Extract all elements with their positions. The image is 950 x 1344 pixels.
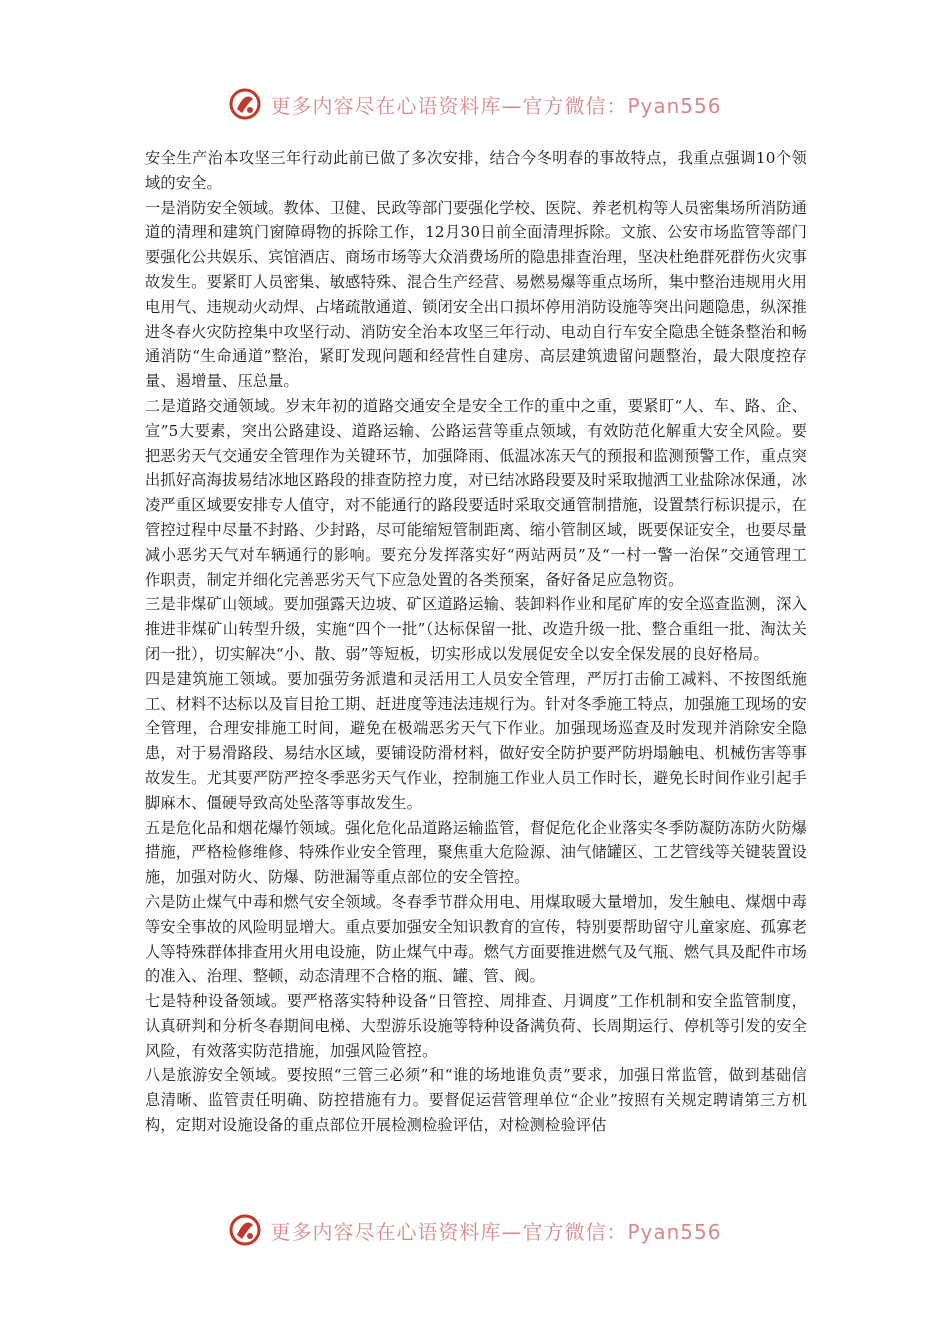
watermark-footer — [0, 1208, 950, 1252]
paragraph: 一是消防安全领域。教体、卫健、民政等部门要强化学校、医院、养老机构等人员密集场所消防通道的清理和建筑门窗障碍物的拆除工作，12月30日前全面清理拆除。文旅、公安市场监管等部门要强化公共娱乐、宾馆酒店、商场市场等大众消费场所的隐患排查治理，坚决杜绝群死群伤火灾事故发生。要紧盯人员密集、敏感特殊、混合生产经营、易燃易爆等重点场所，集中整治违规用火用电用气、违规动火动焊、占堵疏散通道、锁闭安全出口损坏停用消防设施等突出问题隐患，纵深推进冬春火灾防控集中攻坚行动、消防安全治本攻坚三年行动、电动自行车安全隐患全链条整治和畅通消防“生命通道”整治，紧盯发现问题和经营性自建房、高层建筑遗留问题整治，最大限度控存量、遏增量、压总量。 — [145, 198, 807, 391]
paragraph: 八是旅游安全领域。要按照“三管三必须”和“谁的场地谁负责”要求，加强日常监管，做到基础信息清晰、监管责任明确、防控措施有力。要督促运营管理单位“企业”按照有关规定聘请第三方机构，定期对设施设备的重点部位开展检测检验评估，对检测检验评估 — [145, 1066, 807, 1135]
paragraph: 三是非煤矿山领域。要加强露天边坡、矿区道路运输、装卸料作业和尾矿库的安全巡查监测，深入推进非煤矿山转型升级，实施“四个一批”（达标保留一批、改造升级一批、整合重组一批、淘汰关闭一批），切实解决“小、散、弱”等短板，切实形成以发展促安全以安全保发展的良好格局。 — [145, 595, 807, 663]
paragraph: 七是特种设备领域。要严格落实特种设备“日管控、周排查、月调度”工作机制和安全监管制度，认真研判和分析冬春期间电梯、大型游乐设施等特种设备满负荷、长周期运行、停机等引发的安全风险，有效落实防范措施，加强风险管控。 — [145, 992, 807, 1060]
document-body — [145, 146, 807, 1190]
paragraph: 五是危化品和烟花爆竹领域。强化危化品道路运输监管，督促危化企业落实冬季防凝防冻防火防爆措施，严格检修维修、特殊作业安全管理，聚焦重大危险源、油气储罐区、工艺管线等关键装置设施，加强对防火、防爆、防泄漏等重点部位的安全管控。 — [145, 818, 807, 887]
paragraph: 二是道路交通领域。岁末年初的道路交通安全是安全工作的重中之重，要紧盯“人、车、路、企、宣”5大要素，突出公路建设、道路运输、公路运营等重点领域，有效防范化解重大安全风险。要把恶劣天气交通安全管理作为关键环节，加强降雨、低温冰冻天气的预报和监测预警工作，重点突出抓好高海拔易结冰地区路段的排查防控力度，对已结冰路段要及时采取抛洒工业盐除冰保通，冰凌严重区域要安排专人值守，对不能通行的路段要适时采取交通管制措施，设置禁行标识提示，在管控过程中尽量不封路、少封路，尽可能缩短管制距离、缩小管制区域，既要保证安全，也要尽量减小恶劣天气对车辆通行的影响。要充分发挥落实好“两站两员”及“一村一警一治保”交通管理工作职责，制定并细化完善恶劣天气下应急处置的各类预案，备好备足应急物资。 — [145, 396, 807, 589]
paragraph: 六是防止煤气中毒和燃气安全领域。冬春季节群众用电、用煤取暖大量增加，发生触电、煤烟中毒等安全事故的风险明显增大。重点要加强安全知识教育的宣传，特别要帮助留守儿童家庭、孤寡老人等特殊群体排查用火用电设施，防止煤气中毒。燃气方面要推进燃气及气瓶、燃气具及配件市场的准入、治理、整顿，动态清理不合格的瓶、罐、管、阀。 — [145, 892, 807, 986]
watermark-text: 更多内容尽在心语资料库—官方微信：Pyan556 — [270, 1219, 722, 1244]
paragraph: 四是建筑施工领域。要加强劳务派遣和灵活用工人员安全管理，严厉打击偷工减料、不按图纸施工、材料不达标以及盲目抢工期、赶进度等违法违规行为。针对冬季施工特点，加强施工现场的安全管理，合理安排施工时间，避免在极端恶劣天气下作业。加强现场巡查及时发现并消除安全隐患，对于易滑路段、易结水区域，要铺设防滑材料，做好安全防护要严防坍塌触电、机械伤害等事故发生。尤其要严防严控冬季恶劣天气作业，控制施工作业人员工作时长，避免长时间作业引起手脚麻木、僵硬导致高处坠落等事故发生。 — [145, 669, 807, 812]
brand-logo-icon — [228, 87, 262, 121]
watermark-text: 更多内容尽在心语资料库—官方微信：Pyan556 — [270, 93, 722, 118]
watermark-header — [0, 82, 950, 126]
paragraph: 安全生产治本攻坚三年行动此前已做了多次安排，结合今冬明春的事故特点，我重点强调10个领域的安全。 — [145, 149, 807, 192]
brand-logo-icon — [228, 1213, 262, 1247]
